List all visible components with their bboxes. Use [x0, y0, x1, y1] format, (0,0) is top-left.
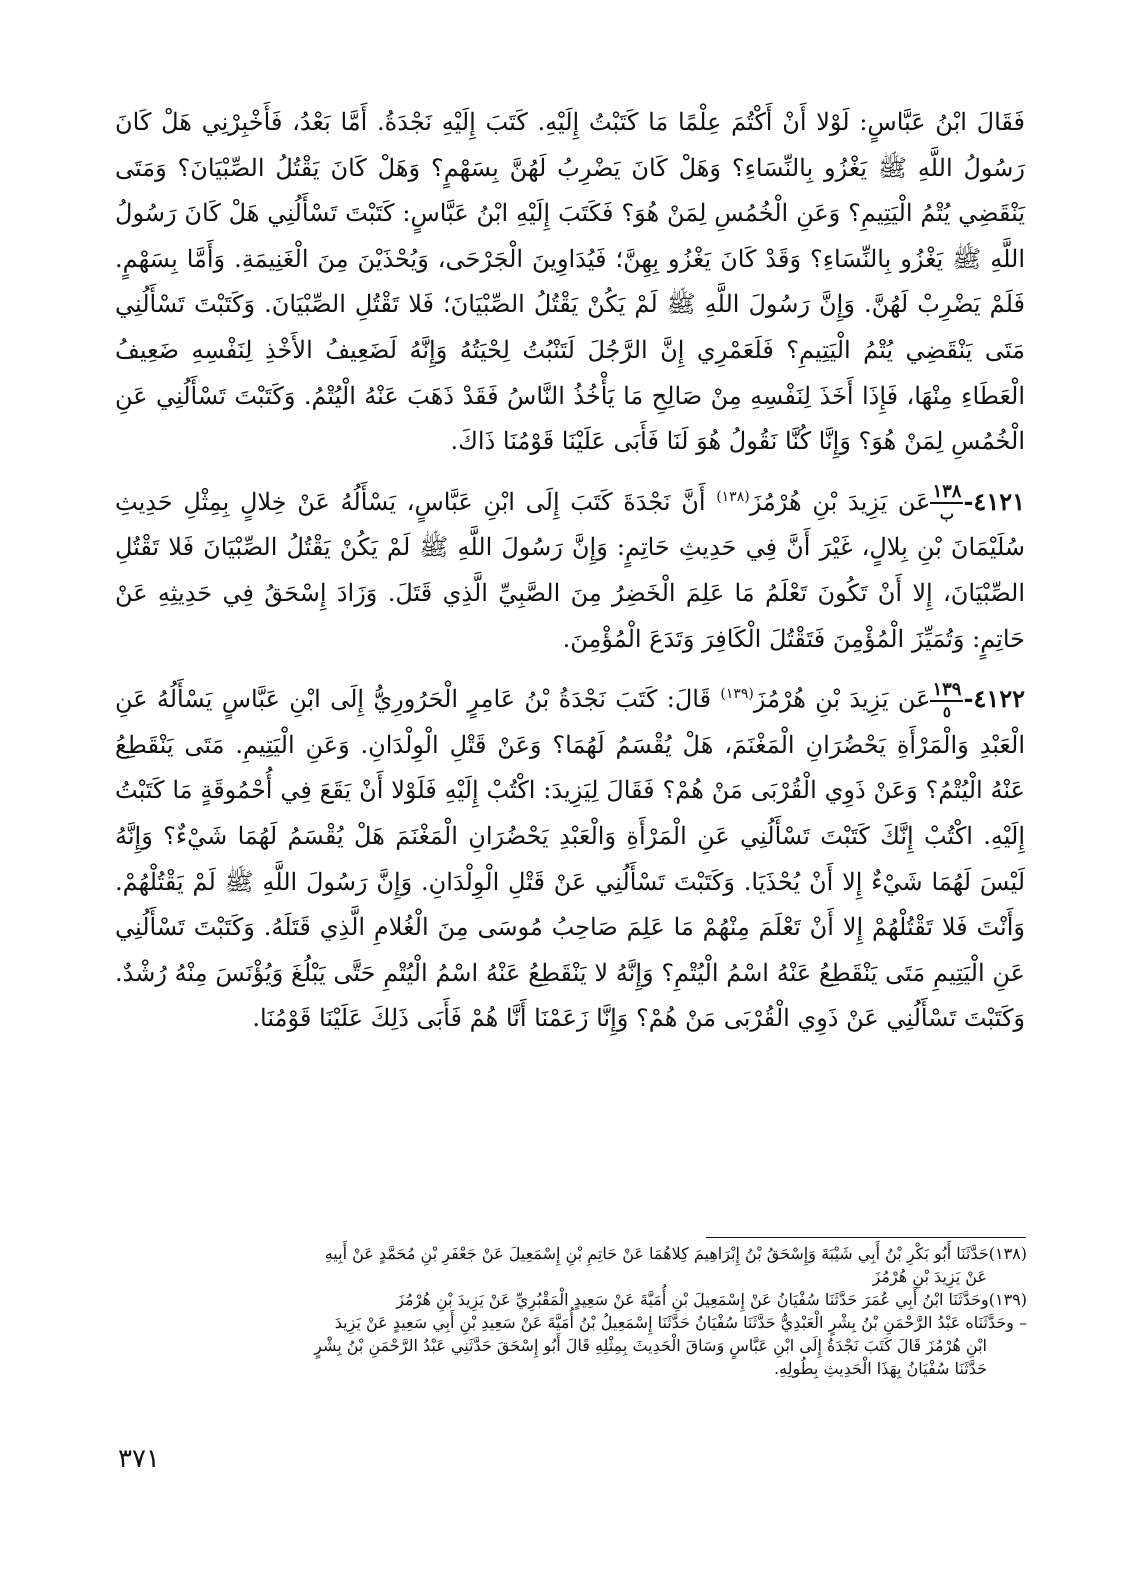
page-number: ٣٧١: [118, 1444, 160, 1474]
hadith-4122: [115, 676, 1025, 1042]
sub-number-bottom: ٥: [942, 702, 951, 721]
footnote-139-line-3: ابْنِ هُرْمُزَ قَالَ كَتَبَ نَجْدَةُ إِلَى ابْنِ عَبَّاسٍ وَسَاقَ الْحَدِيثَ بِمِثْلِهِ قَالَ أَبُو إِسْحَقَ حَدَّثَنِي عَبْدُ الرَّحْمَنِ بْنُ بِشْرٍ: [314, 1336, 987, 1355]
hadith-number: ٤١٢١-: [963, 486, 1025, 516]
paragraph-continuation: فَقَالَ ابْنُ عَبَّاسٍ: لَوْلا أَنْ أَكْتُمَ عِلْمًا مَا كَتَبْتُ إِلَيْهِ. كَتَبَ إِلَيْهِ نَجْدَةُ. أَمَّا بَعْدُ، فَأَخْبِرْنِي هَلْ كَانَ رَسُولُ اللَّهِ ﷺ يَغْزُو بِالنِّسَاءِ؟ وَهَلْ كَانَ يَضْرِبُ لَهُنَّ بِسَهْمٍ؟ وَهَلْ كَانَ يَقْتُلُ الصِّبْيَانَ؟ وَمَتَى يَنْقَضِي يُتْمُ الْيَتِيمِ؟ وَعَنِ الْخُمُسِ لِمَنْ هُوَ؟ فَكَتَبَ إِلَيْهِ ابْنُ عَبَّاسٍ: كَتَبْتَ تَسْأَلُنِي هَلْ كَانَ رَسُولُ اللَّهِ ﷺ يَغْزُو بِالنِّسَاءِ؟ وَقَدْ كَانَ يَغْزُو بِهِنَّ؛ فَيُدَاوِينَ الْجَرْحَى، وَيُحْذَيْنَ مِنَ الْغَنِيمَةِ. وَأَمَّا بِسَهْمٍ. فَلَمْ يَضْرِبْ لَهُنَّ. وَإِنَّ رَسُولَ اللَّهِ ﷺ لَمْ يَكُنْ يَقْتُلُ الصِّبْيَانَ؛ فَلا تَقْتُلِ الصِّبْيَانَ. وَكَتَبْتَ تَسْأَلُنِي مَتَى يَنْقَضِي يُتْمُ الْيَتِيمِ؟ فَلَعَمْرِي إِنَّ الرَّجُلَ لَتَنْبُتُ لِحْيَتُهُ وَإِنَّهُ لَضَعِيفُ الأَخْذِ لِنَفْسِهِ ضَعِيفُ الْعَطَاءِ مِنْهَا، فَإِذَا أَخَذَ لِنَفْسِهِ مِنْ صَالِحِ مَا يَأْخُذُ النَّاسُ فَقَدْ ذَهَبَ عَنْهُ الْيُتْمُ. وَكَتَبْتَ تَسْأَلُنِي عَنِ الْخُمُسِ لِمَنْ هُوَ؟ وَإِنَّا كُنَّا نَقُولُ هُوَ لَنَا فَأَبَى عَلَيْنَا قَوْمُنَا ذَاكَ.: [115, 108, 1025, 456]
hadith-4121: [115, 479, 1025, 662]
footnotes: [115, 1242, 1027, 1380]
footnote-139: (١٣٩)وحَدَّثَنَا ابْنُ أَبِي عُمَرَ حَدَّثَنَا سُفْيَانُ عَنْ إِسْمَعِيلَ بْنِ أُمَيَّةَ عَنْ سَعِيدٍ الْمَقْبُرِيِّ عَنْ يَزِيدَ بْنِ هُرْمُزَ: [396, 1290, 1027, 1309]
hadith-number: ٤١٢٢-: [963, 684, 1025, 714]
footnote-139-line-4: حَدَّثَنَا سُفْيَانُ بِهَذَا الْحَدِيثِ بِطُولِهِ.: [773, 1359, 987, 1378]
footnote-ref[interactable]: (١٣٨): [716, 488, 750, 505]
footnote-divider: [706, 1237, 1026, 1238]
sub-number: [930, 482, 963, 524]
footnote-138: (١٣٨)حَدَّثَنَا أَبُو بَكْرِ بْنُ أَبِي شَيْبَةَ وَإِسْحَقُ بْنُ إِبْرَاهِيمَ كِلاهُمَا عَنْ حَاتِمِ بْنِ إِسْمَعِيلَ عَنْ جَعْفَرِ بْنِ مُحَمَّدٍ عَنْ أَبِيهِ: [324, 1244, 1027, 1263]
sub-number-bottom: ب: [939, 505, 954, 524]
main-text: [115, 100, 1025, 1042]
sub-number: [930, 680, 963, 722]
sub-number-top: ١٣٩: [932, 678, 962, 700]
sub-number-top: ١٣٨: [932, 481, 962, 503]
hadith-opening: عَن يَزِيدَ بْنِ هُرْمُزَ: [753, 685, 931, 714]
hadith-opening: عَن يَزِيدَ بْنِ هُرْمُزَ: [749, 487, 931, 516]
footnote-138-continuation: عَنْ يَزِيدَ بْنِ هُرْمُزَ: [872, 1267, 987, 1286]
footnote-139-line-2: – وحَدَّثَنَاه عَبْدُ الرَّحْمَنِ بْنُ بِشْرٍ الْعَبْدِيُّ حَدَّثَنَا سُفْيَانُ حَدَّثَنَا إِسْمَعِيلُ بْنُ أُمَيَّةَ عَنْ سَعِيدِ بْنِ أَبِي سَعِيدٍ عَنْ يَزِيدَ: [334, 1313, 1027, 1332]
footnote-ref[interactable]: (١٣٩): [720, 686, 754, 703]
hadith-text: أَنَّ نَجْدَةَ كَتَبَ إِلَى ابْنِ عَبَّاسٍ، يَسْأَلُهُ عَنْ خِلالٍ بِمِثْلِ حَدِيثِ سُلَيْمَانَ بْنِ بِلالٍ، غَيْرَ أَنَّ فِي حَدِيثِ حَاتِمٍ: وَإِنَّ رَسُولَ اللَّهِ ﷺ لَمْ يَكُنْ يَقْتُلُ الصِّبْيَانَ فَلا تَقْتُلِ الصِّبْيَانَ، إِلا أَنْ تَكُونَ تَعْلَمُ مَا عَلِمَ الْخَضِرُ مِنَ الصَّبِيِّ الَّذِي قَتَلَ. وَزَادَ إِسْحَقُ فِي حَدِيثِهِ عَنْ حَاتِمٍ: وَتُمَيِّزَ الْمُؤْمِنَ فَتَقْتُلَ الْكَافِرَ وَتَدَعَ الْمُؤْمِنَ.: [115, 487, 1025, 653]
hadith-text: قَالَ: كَتَبَ نَجْدَةُ بْنُ عَامِرٍ الْحَرُورِيُّ إِلَى ابْنِ عَبَّاسٍ يَسْأَلُهُ عَنِ الْعَبْدِ وَالْمَرْأَةِ يَحْضُرَانِ الْمَغْنَمَ، هَلْ يُقْسَمُ لَهُمَا؟ وَعَنْ قَتْلِ الْوِلْدَانِ. وَعَنِ الْيَتِيمِ. مَتَى يَنْقَطِعُ عَنْهُ الْيُتْمُ؟ وَعَنْ ذَوِي الْقُرْبَى مَنْ هُمْ؟ فَقَالَ لِيَزِيدَ: اكْتُبْ إِلَيْهِ فَلَوْلا أَنْ يَقَعَ فِي أُحْمُوقَةٍ مَا كَتَبْتُ إِلَيْهِ. اكْتُبْ إِنَّكَ كَتَبْتَ تَسْأَلُنِي عَنِ الْمَرْأَةِ وَالْعَبْدِ يَحْضُرَانِ الْمَغْنَمَ هَلْ يُقْسَمُ لَهُمَا شَيْءٌ؟ وَإِنَّهُ لَيْسَ لَهُمَا شَيْءٌ إِلا أَنْ يُحْذَيَا. وَكَتَبْتَ تَسْأَلُنِي عَنْ قَتْلِ الْوِلْدَانِ. وَإِنَّ رَسُولَ اللَّهِ ﷺ لَمْ يَقْتُلْهُمْ. وَأَنْتَ فَلا تَقْتُلْهُمْ إِلا أَنْ تَعْلَمَ مِنْهُمْ مَا عَلِمَ صَاحِبُ مُوسَى مِنَ الْغُلامِ الَّذِي قَتَلَهُ. وَكَتَبْتَ تَسْأَلُنِي عَنِ الْيَتِيمِ مَتَى يَنْقَطِعُ عَنْهُ اسْمُ الْيُتْمِ؟ وَإِنَّهُ لا يَنْقَطِعُ عَنْهُ اسْمُ الْيُتْمِ حَتَّى يَبْلُغَ وَيُؤْنَسَ مِنْهُ رُشْدٌ. وَكَتَبْتَ تَسْأَلُنِي عَنْ ذَوِي الْقُرْبَى مَنْ هُمْ؟ وَإِنَّا زَعَمْنَا أَنَّا هُمْ فَأَبَى ذَلِكَ عَلَيْنَا قَوْمُنَا.: [115, 685, 1026, 1033]
